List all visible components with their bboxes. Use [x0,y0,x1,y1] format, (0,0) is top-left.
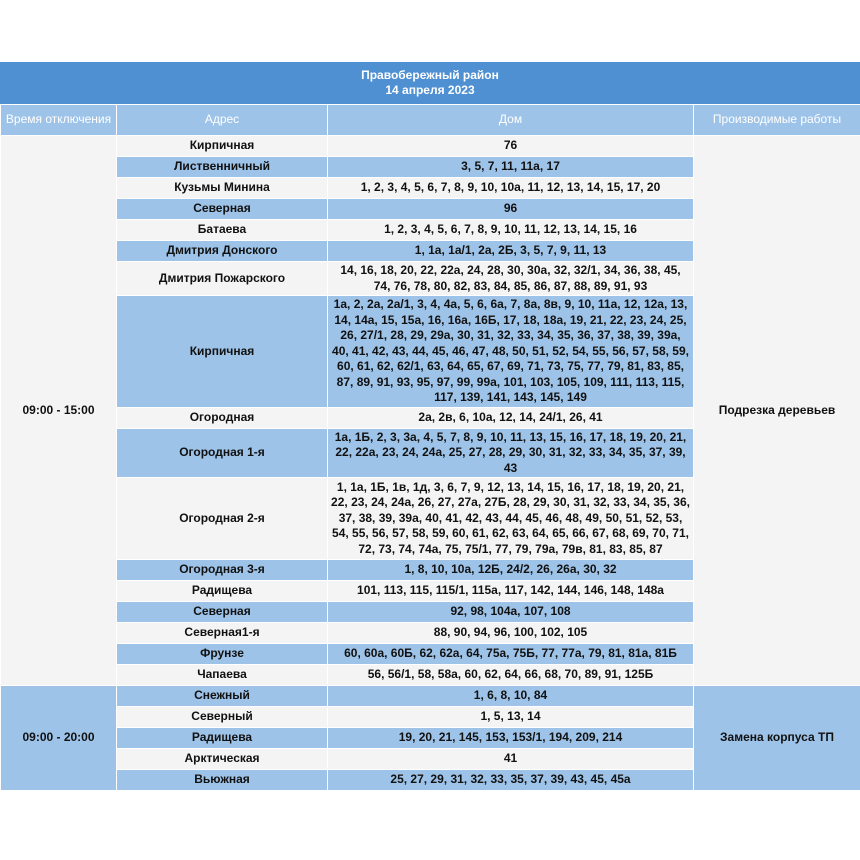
table-row [1,686,860,707]
street-cell: Радищева [117,581,328,602]
houses-cell: 96 [328,199,694,220]
district-title: Правобережный район [361,68,499,82]
street-cell: Огородная 3-я [117,560,328,581]
houses-cell: 3, 5, 7, 11, 11а, 17 [328,157,694,178]
houses-cell: 14, 16, 18, 20, 22, 22а, 24, 28, 30, 30а, 32, 32/1, 34, 36, 38, 45, 74, 76, 78, 80, 82, 83, 84, 85, 86, 87, 88, 89, 91, 93 [328,262,694,296]
column-header-work: Производимые работы [694,105,860,136]
houses-cell: 1, 6, 8, 10, 84 [328,686,694,707]
houses-cell: 92, 98, 104а, 107, 108 [328,602,694,623]
column-header-house: Дом [328,105,694,136]
column-header-address: Адрес [117,105,328,136]
street-cell: Северная [117,199,328,220]
houses-cell: 1, 8, 10, 10а, 12Б, 24/2, 26, 26а, 30, 32 [328,560,694,581]
work-type-cell: Подрезка деревьев [694,136,860,686]
houses-cell: 88, 90, 94, 96, 100, 102, 105 [328,623,694,644]
houses-cell: 1, 1а, 1Б, 1в, 1д, 3, 6, 7, 9, 12, 13, 14, 15, 16, 17, 18, 19, 20, 21, 22, 23, 24, 24а, 26, 27, 27а, 27Б, 28, 29, 30, 31, 32, 33, 34, 35, 36, 37, 38, 39, 39а, 40, 41, 42, 43, 44, 45, 46, 48, 49, 50, 51, 52, 53, 54, 55, 56, 57, 58, 59, 60, 61, 62, 63, 64, 65, 66, 67, 68, 69, 70, 71, 72, 73, 74, 74а, 75, 75/1, 77, 79, 79а, 79в, 81, 83, 85, 87 [328,478,694,560]
street-cell: Лиственничный [117,157,328,178]
houses-cell: 1, 2, 3, 4, 5, 6, 7, 8, 9, 10, 11, 12, 13, 14, 15, 16 [328,220,694,241]
houses-cell: 25, 27, 29, 31, 32, 33, 35, 37, 39, 43, 45, 45а [328,770,694,791]
houses-cell: 1а, 2, 2а, 2а/1, 3, 4, 4а, 5, 6, 6а, 7, 8а, 8в, 9, 10, 11а, 12, 12а, 13, 14, 14а, 15, 15а, 16, 16а, 16Б, 17, 18, 18а, 19, 21, 22, 23, 24, 25, 26, 27/1, 28, 29, 29а, 30, 31, 32, 33, 34, 35, 36, 37, 38, 39, 39а, 40, 41, 42, 43, 44, 45, 46, 47, 48, 50, 51, 52, 54, 55, 56, 57, 58, 59, 60, 61, 62, 62/1, 63, 64, 65, 67, 69, 71, 73, 75, 77, 79, 81, 83, 85, 87, 89, 91, 93, 95, 97, 99, 99а, 101, 103, 105, 109, 111, 113, 115, 117, 139, 141, 143, 145, 149 [328,296,694,408]
houses-cell: 101, 113, 115, 115/1, 115а, 117, 142, 144, 146, 148, 148а [328,581,694,602]
street-cell: Северная1-я [117,623,328,644]
street-cell: Снежный [117,686,328,707]
outage-table [0,104,860,791]
street-cell: Вьюжная [117,770,328,791]
houses-cell: 56, 56/1, 58, 58а, 60, 62, 64, 66, 68, 70, 89, 91, 125Б [328,665,694,686]
street-cell: Радищева [117,728,328,749]
houses-cell: 1а, 1Б, 2, 3, 3а, 4, 5, 7, 8, 9, 10, 11, 13, 15, 16, 17, 18, 19, 20, 21, 22, 22а, 23, 24, 24а, 25, 27, 28, 29, 30, 31, 32, 33, 34, 35, 37, 39, 43 [328,429,694,478]
table-header-row [1,105,860,136]
street-cell: Арктическая [117,749,328,770]
street-cell: Чапаева [117,665,328,686]
houses-cell: 41 [328,749,694,770]
houses-cell: 1, 2, 3, 4, 5, 6, 7, 8, 9, 10, 10а, 11, 12, 13, 14, 15, 17, 20 [328,178,694,199]
street-cell: Огородная 1-я [117,429,328,478]
work-type-cell: Замена корпуса ТП [694,686,860,791]
houses-cell: 2а, 2в, 6, 10а, 12, 14, 24/1, 26, 41 [328,408,694,429]
street-cell: Северная [117,602,328,623]
houses-cell: 76 [328,136,694,157]
street-cell: Дмитрия Донского [117,241,328,262]
houses-cell: 1, 5, 13, 14 [328,707,694,728]
street-cell: Северный [117,707,328,728]
table-row [1,136,860,157]
schedule-date: 14 апреля 2023 [385,83,475,97]
street-cell: Кузьмы Минина [117,178,328,199]
street-cell: Кирпичная [117,136,328,157]
street-cell: Фрунзе [117,644,328,665]
street-cell: Огородная [117,408,328,429]
street-cell: Батаева [117,220,328,241]
outage-schedule [0,62,860,791]
column-header-time: Время отключения [1,105,117,136]
street-cell: Огородная 2-я [117,478,328,560]
street-cell: Дмитрия Пожарского [117,262,328,296]
outage-time-cell: 09:00 - 15:00 [1,136,117,686]
outage-time-cell: 09:00 - 20:00 [1,686,117,791]
houses-cell: 19, 20, 21, 145, 153, 153/1, 194, 209, 214 [328,728,694,749]
houses-cell: 60, 60а, 60Б, 62, 62а, 64, 75а, 75Б, 77, 77а, 79, 81, 81а, 81Б [328,644,694,665]
houses-cell: 1, 1а, 1а/1, 2а, 2Б, 3, 5, 7, 9, 11, 13 [328,241,694,262]
schedule-banner [0,62,860,104]
street-cell: Кирпичная [117,296,328,408]
